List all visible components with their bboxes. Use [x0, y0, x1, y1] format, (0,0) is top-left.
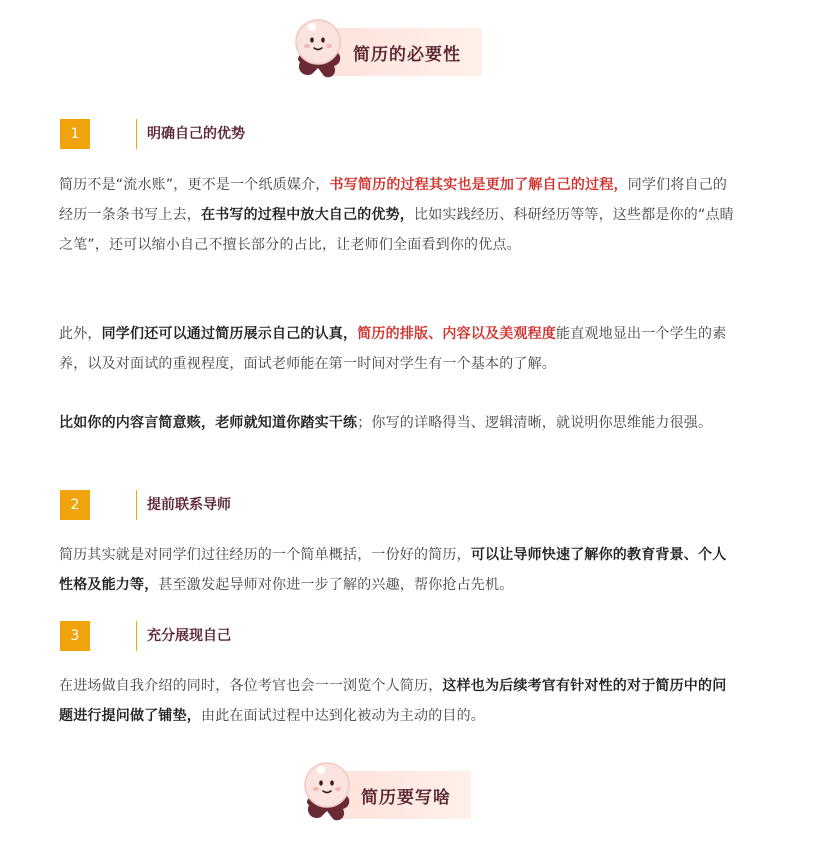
paragraph-1 — [59, 170, 739, 260]
section-banner-top — [290, 18, 482, 80]
paragraph-4 — [59, 540, 739, 600]
banner-title: 简历的必要性 — [332, 28, 482, 76]
bold-text: 这样也为后续考官有针对性的对于简历中的问题进行提问做了铺垫， — [59, 678, 727, 724]
paragraph-text: 甚至激发起导师对你进一步了解的兴趣，帮你抢占先机。 — [158, 577, 514, 593]
paragraph-text: 简历其实就是对同学们过往经历的一个简单概括，一份好的简历， — [59, 547, 471, 563]
bold-text: 在书写的过程中放大自己的优势， — [201, 207, 414, 223]
paragraph-text: 由此在面试过程中达到化被动为主动的目的。 — [201, 708, 485, 724]
paragraph-5 — [59, 671, 739, 731]
paragraph-text: 简历不是“流水账”，更不是一个纸质媒介， — [59, 177, 330, 193]
mascot-icon — [299, 761, 359, 823]
section-heading-2 — [60, 490, 360, 520]
section-heading-3 — [60, 621, 360, 651]
highlight-text: 简历的排版、内容以及美观程度 — [357, 326, 557, 342]
bold-text: 同学们还可以通过简历展示自己的认真， — [101, 326, 358, 342]
paragraph-text: ；你写的详略得当、逻辑清晰，就说明你思维能力很强。 — [357, 415, 713, 431]
heading-divider — [136, 621, 137, 651]
section-title: 充分展现自己 — [147, 628, 231, 644]
section-title: 明确自己的优势 — [147, 126, 245, 142]
section-number-badge: 2 — [60, 490, 90, 520]
mascot-icon — [290, 18, 350, 80]
highlight-text: 书写简历的过程其实也是更加了解自己的过程， — [329, 177, 628, 193]
paragraph-text: 此外， — [59, 326, 102, 342]
paragraph-text: 同学们将自己的经历一条条书写上去， — [59, 177, 728, 223]
paragraph-text: 比如实践经历、科研经历等等，这些都是你的“点睛之笔”，还可以缩小自己不擅长部分的占比，让老师们全面看到你的优点。 — [59, 207, 734, 253]
section-banner-bottom — [299, 761, 471, 823]
heading-divider — [136, 490, 137, 520]
paragraph-3 — [59, 408, 739, 438]
paragraph-text: 能直观地显出一个学生的素养，以及对面试的重视程度，面试老师能在第一时间对学生有一个基本的了解。 — [59, 326, 727, 372]
heading-divider — [136, 119, 137, 149]
paragraph-text: 在进场做自我介绍的同时，各位考官也会一一浏览个人简历， — [59, 678, 443, 694]
banner-title: 简历要写啥 — [341, 771, 471, 819]
section-number-badge: 1 — [60, 119, 90, 149]
section-number-badge: 3 — [60, 621, 90, 651]
bold-text: 比如你的内容言简意赅，老师就知道你踏实干练 — [59, 415, 358, 431]
section-heading-1 — [60, 119, 360, 149]
paragraph-2 — [59, 319, 739, 379]
section-title: 提前联系导师 — [147, 497, 231, 513]
bold-text: 可以让导师快速了解你的教育背景、个人性格及能力等， — [59, 547, 727, 593]
